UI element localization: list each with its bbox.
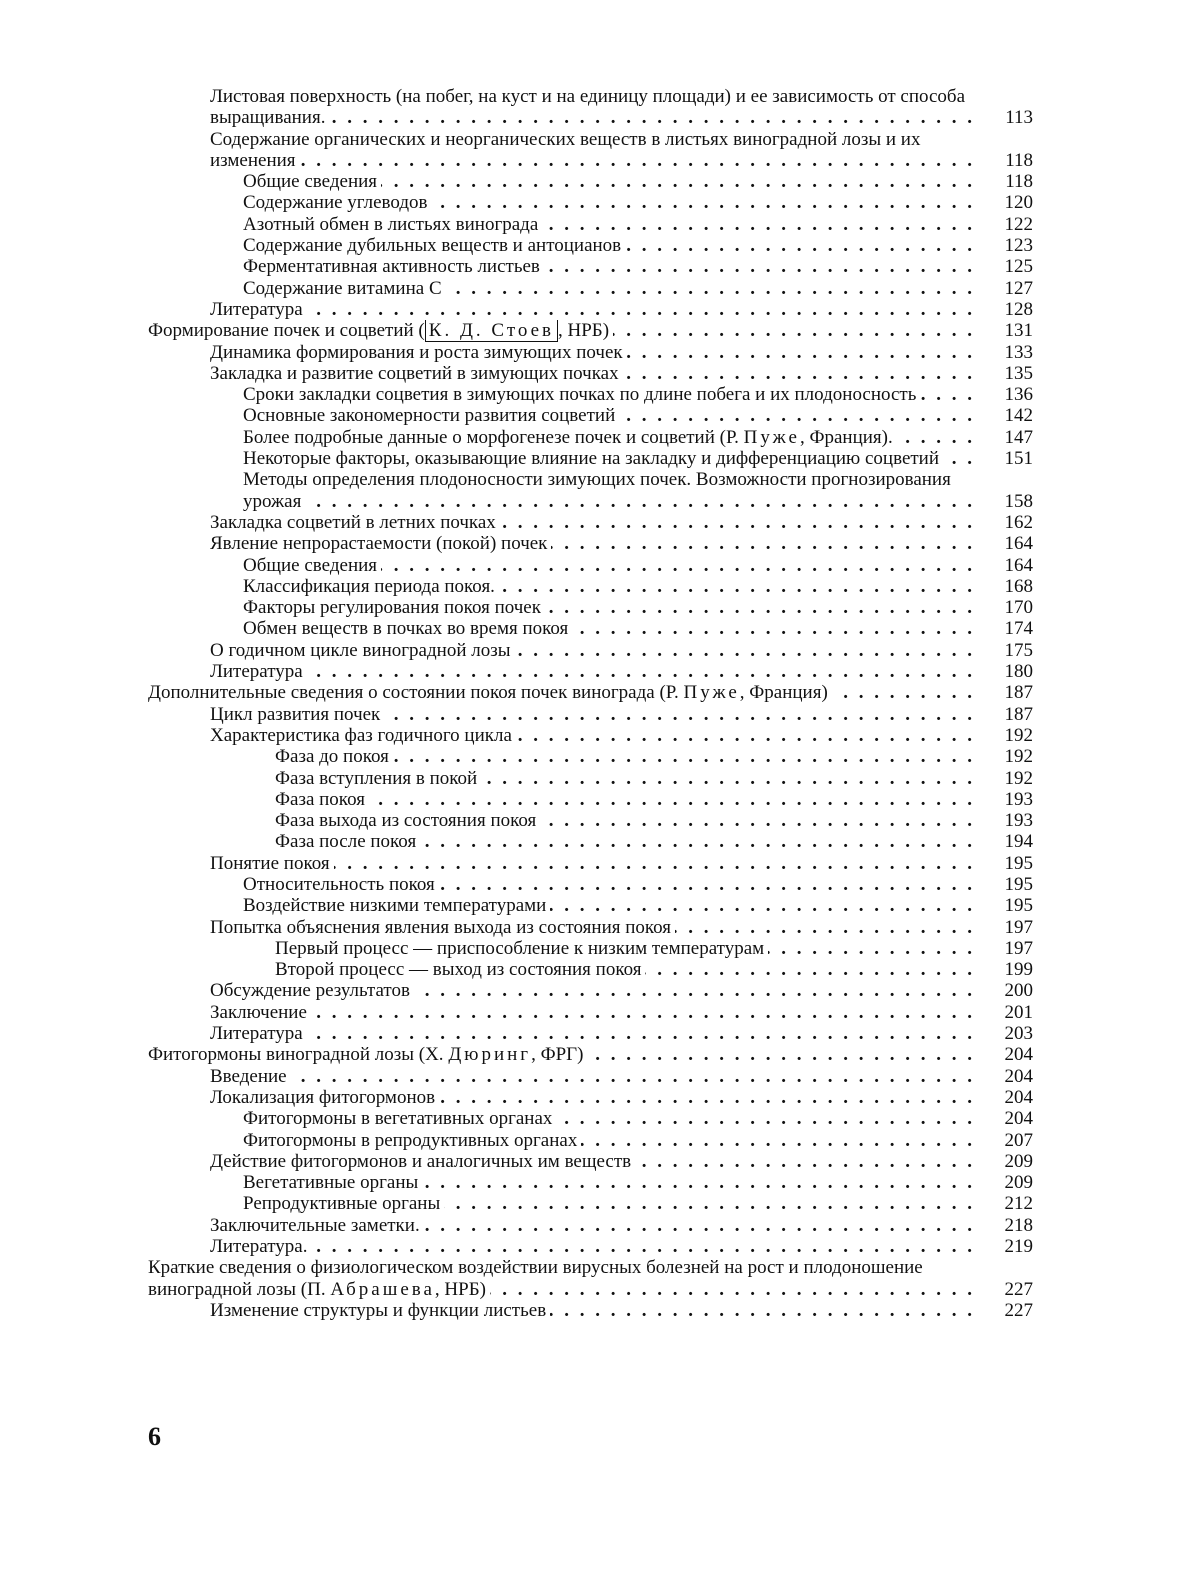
toc-entry-main-text: Характеристика фаз годичного цикла — [210, 724, 512, 746]
toc-entry — [148, 597, 1033, 618]
toc-entry — [148, 618, 1033, 639]
toc-entry-page: 192 — [1004, 767, 1033, 789]
toc-entry-main-text: Содержание дубильных веществ и антоцианов — [243, 235, 622, 257]
toc-entry-page: 120 — [1004, 192, 1033, 214]
toc-entry-title — [243, 405, 975, 426]
toc-entry-page: 147 — [1004, 426, 1033, 448]
toc-entry-page: 195 — [1004, 895, 1033, 917]
toc-entry-title — [275, 768, 975, 789]
toc-entry-main-text: Листовая поверхность (на побег, на куст и на единицу площади) и ее зависимость от способа выращивания. — [210, 86, 966, 129]
toc-entry — [148, 129, 1033, 172]
toc-entry-page: 187 — [1004, 682, 1033, 704]
toc-entry-main-text: Цикл развития почек — [210, 703, 381, 725]
toc-entry-text — [243, 405, 619, 426]
toc-entry-page: 204 — [1004, 1044, 1033, 1066]
toc-entry-author-suffix: , Франция). — [799, 426, 893, 448]
toc-entry-text — [148, 320, 613, 341]
toc-entry-text — [243, 278, 446, 299]
toc-entry — [148, 555, 1033, 576]
toc-entry-main-text: Некоторые факторы, оказывающие влияние на закладку и дифференциацию соцветий — [243, 448, 940, 470]
toc-entry-title — [243, 895, 975, 916]
toc-entry-page: 113 — [1005, 107, 1033, 129]
toc-entry-main-text: Фитогормоны в репродуктивных органах — [243, 1129, 578, 1151]
toc-entry-title — [275, 959, 975, 980]
toc-entry-main-text: Закладка соцветий в летних почках — [210, 511, 496, 533]
toc-entry-title — [243, 256, 975, 277]
toc-entry-text — [210, 533, 551, 554]
toc-entry-text — [210, 661, 307, 682]
toc-entry-main-text: Формирование почек и соцветий ( — [148, 320, 425, 342]
toc-entry-page: 192 — [1004, 746, 1033, 768]
toc-entry — [148, 1151, 1033, 1172]
toc-entry — [148, 278, 1033, 299]
toc-entry — [148, 682, 1033, 703]
toc-entry — [148, 959, 1033, 980]
toc-entry-title — [148, 1257, 975, 1300]
toc-entry-title — [210, 1002, 975, 1023]
toc-entry-text — [243, 384, 920, 405]
toc-entry-author-suffix: , НРБ) — [558, 320, 610, 342]
toc-entry-text — [243, 597, 545, 618]
toc-entry-text — [210, 1087, 439, 1108]
toc-entry — [148, 86, 1033, 129]
toc-entry-text — [275, 959, 645, 980]
toc-entry-page: 195 — [1004, 873, 1033, 895]
toc-entry-page: 227 — [1004, 1278, 1033, 1300]
toc-entry-main-text: Репродуктивные органы — [243, 1193, 441, 1215]
toc-entry-title — [210, 1087, 975, 1108]
toc-entry-title — [210, 512, 975, 533]
toc-entry — [148, 831, 1033, 852]
toc-entry-page: 174 — [1004, 618, 1033, 640]
toc-entry-title — [243, 555, 975, 576]
toc-entry-page: 142 — [1004, 405, 1033, 427]
toc-entry — [148, 810, 1033, 831]
toc-entry-main-text: Дополнительные сведения о состоянии покоя почек винограда (Р. — [148, 682, 684, 704]
toc-entry — [148, 746, 1033, 767]
toc-entry — [148, 917, 1033, 938]
toc-entry-page: 125 — [1004, 256, 1033, 278]
toc-entry-main-text: Азотный обмен в листьях винограда — [243, 213, 539, 235]
toc-entry-author: Абрашева — [330, 1278, 435, 1300]
toc-entry-text — [243, 448, 943, 469]
toc-entry-main-text: Обмен веществ в почках во время покоя — [243, 618, 569, 640]
toc-entry — [148, 725, 1033, 746]
toc-entry-text — [148, 1044, 588, 1065]
toc-entry-main-text: Динамика формирования и роста зимующих почек — [210, 341, 623, 363]
toc-entry-title — [275, 831, 975, 852]
toc-entry — [148, 214, 1033, 235]
toc-entry — [148, 469, 1033, 512]
toc-entry — [148, 192, 1033, 213]
toc-entry-text — [210, 725, 516, 746]
toc-entry-title — [243, 384, 975, 405]
toc-entry-page: 197 — [1004, 916, 1033, 938]
toc-entry-page: 123 — [1004, 235, 1033, 257]
toc-entry — [148, 1130, 1033, 1151]
toc-entry-page: 164 — [1004, 533, 1033, 555]
toc-entry — [148, 427, 1033, 448]
toc-entry-main-text: Фаза до покоя — [275, 746, 389, 768]
toc-entry-title — [275, 810, 975, 831]
toc-entry-text — [210, 917, 675, 938]
toc-entry-text — [243, 256, 544, 277]
toc-entry-page: 118 — [1005, 171, 1033, 193]
toc-entry-title — [210, 725, 975, 746]
toc-entry-main-text: Относительность покоя — [243, 873, 435, 895]
toc-entry-main-text: Действие фитогормонов и аналогичных им веществ — [210, 1150, 632, 1172]
toc-entry-title — [243, 192, 975, 213]
toc-entry-main-text: Воздействие низкими температурами — [243, 895, 547, 917]
toc-entry — [148, 342, 1033, 363]
toc-entry-text — [243, 1172, 422, 1193]
toc-entry-title — [148, 320, 975, 341]
toc-entry-main-text: Литература — [210, 1023, 303, 1045]
toc-entry-main-text: Обсуждение результатов — [210, 980, 410, 1002]
toc-entry-main-text: Литература. — [210, 1236, 308, 1258]
toc-entry-page: 118 — [1005, 149, 1033, 171]
toc-entry-main-text: Методы определения плодоносности зимующих почек. Возможности прогнозирования урожая — [243, 469, 951, 512]
toc-entry-main-text: Явление непрорастаемости (покой) почек — [210, 533, 548, 555]
toc-entry-main-text: Первый процесс — приспособление к низким температурам — [275, 937, 765, 959]
toc-entry-page: 197 — [1004, 937, 1033, 959]
toc-entry-page: 151 — [1004, 448, 1033, 470]
toc-entry-main-text: Литература — [210, 298, 303, 320]
toc-entry-main-text: Фаза после покоя — [275, 831, 417, 853]
toc-entry-title — [243, 576, 975, 597]
toc-entry-text — [210, 1002, 311, 1023]
toc-entry-title — [243, 597, 975, 618]
toc-entry-author: К. Д. Стоев — [425, 320, 558, 341]
toc-entry-main-text: Фаза выхода из состояния покоя — [275, 810, 537, 832]
toc-entry — [148, 938, 1033, 959]
toc-entry-text — [210, 980, 414, 1001]
toc-entry-text — [148, 682, 832, 703]
toc-entry — [148, 256, 1033, 277]
toc-entry-title — [275, 746, 975, 767]
toc-entry-text — [210, 363, 623, 384]
toc-entry-title — [243, 1130, 975, 1151]
toc-entry-title — [210, 363, 975, 384]
toc-entry-title — [210, 86, 975, 129]
toc-entry-main-text: Фаза вступления в покой — [275, 767, 478, 789]
toc-entry — [148, 320, 1033, 341]
toc-entry — [148, 1044, 1033, 1065]
toc-entry-main-text: Ферментативная активность листьев — [243, 256, 540, 278]
toc-entry-author-suffix: , ФРГ) — [531, 1044, 584, 1066]
toc-entry-text — [210, 1023, 307, 1044]
toc-entry — [148, 1172, 1033, 1193]
toc-entry-author-suffix: , НРБ) — [434, 1278, 486, 1300]
toc-entry-main-text: Закладка и развитие соцветий в зимующих почках — [210, 362, 619, 384]
toc-entry-text — [243, 214, 542, 235]
toc-entry-title — [210, 704, 975, 725]
toc-entry-main-text: Краткие сведения о физиологическом воздействии вирусных болезней на рост и плодоношение виноградной лозы (П. — [148, 1257, 923, 1300]
toc-entry — [148, 789, 1033, 810]
toc-entry-title — [210, 661, 975, 682]
toc-entry-page: 201 — [1004, 1001, 1033, 1023]
toc-entry-main-text: Классификация периода покоя. — [243, 575, 495, 597]
toc-entry-page: 193 — [1004, 788, 1033, 810]
toc-entry — [148, 299, 1033, 320]
toc-entry-title — [210, 1236, 975, 1257]
toc-entry — [148, 768, 1033, 789]
toc-entry-text — [275, 831, 420, 852]
toc-entry-page: 162 — [1004, 511, 1033, 533]
toc-entry-main-text: Основные закономерности развития соцветий — [243, 405, 616, 427]
toc-entry-text — [275, 789, 369, 810]
toc-entry-main-text: Содержание органических и неорганических веществ в листьях виноградной лозы и их изменения — [210, 128, 921, 171]
toc-entry-title — [148, 1044, 975, 1065]
toc-entry-author: Пуже — [743, 426, 800, 448]
toc-entry — [148, 1215, 1033, 1236]
toc-entry-title — [210, 1066, 975, 1087]
toc-entry-title — [210, 1300, 975, 1321]
toc-entry-text — [210, 1151, 635, 1172]
toc-entry — [148, 1193, 1033, 1214]
toc-entry-main-text: О годичном цикле виноградной лозы — [210, 639, 511, 661]
toc-entry-text — [210, 1300, 550, 1321]
toc-entry-page: 168 — [1004, 575, 1033, 597]
toc-entry-main-text: Содержание витамина С — [243, 277, 442, 299]
toc-entry-title — [243, 1108, 975, 1129]
toc-entry-main-text: Заключительные заметки. — [210, 1214, 420, 1236]
toc-entry-page: 175 — [1004, 639, 1033, 661]
toc-entry-page: 136 — [1004, 384, 1033, 406]
toc-entry — [148, 1300, 1033, 1321]
toc-entry-page: 195 — [1004, 852, 1033, 874]
toc-entry-page: 135 — [1004, 362, 1033, 384]
toc-entry-author-suffix: , Франция) — [739, 682, 828, 704]
toc-entry-text — [210, 1215, 424, 1236]
toc-entry — [148, 1257, 1033, 1300]
toc-entry — [148, 874, 1033, 895]
toc-entry-main-text: Изменение структуры и функции листьев — [210, 1299, 547, 1321]
toc-entry-title — [210, 533, 975, 554]
toc-entry-text — [243, 618, 572, 639]
toc-entry — [148, 576, 1033, 597]
toc-entry-page: 122 — [1004, 213, 1033, 235]
toc-entry-title — [243, 427, 975, 448]
toc-entry-title — [243, 469, 975, 512]
toc-entry — [148, 640, 1033, 661]
toc-entry-text — [210, 342, 627, 363]
toc-entry-page: 209 — [1004, 1172, 1033, 1194]
toc-entry-text — [243, 469, 951, 511]
toc-entry-page: 204 — [1004, 1086, 1033, 1108]
toc-entry-title — [210, 917, 975, 938]
toc-entry-text — [210, 1236, 311, 1257]
toc-entry-text — [243, 576, 499, 597]
toc-entry-page: 218 — [1004, 1214, 1033, 1236]
toc-entry-title — [243, 618, 975, 639]
toc-entry — [148, 1087, 1033, 1108]
toc-entry-page: 209 — [1004, 1150, 1033, 1172]
toc-entry-title — [243, 214, 975, 235]
toc-entry-main-text: Общие сведения — [243, 171, 378, 193]
toc-entry-page: 204 — [1004, 1108, 1033, 1130]
toc-entry — [148, 1108, 1033, 1129]
toc-entry-title — [210, 1151, 975, 1172]
toc-entry-main-text: Факторы регулирования покоя почек — [243, 597, 541, 619]
toc-entry-text — [243, 1108, 556, 1129]
toc-entry-text — [210, 1066, 291, 1087]
toc-entry-main-text: Сроки закладки соцветия в зимующих почках по длине побега и их плодоносность — [243, 384, 917, 406]
toc-entry — [148, 363, 1033, 384]
toc-entry-main-text: Заключение — [210, 1001, 307, 1023]
toc-entry — [148, 895, 1033, 916]
toc-entry-page: 180 — [1004, 661, 1033, 683]
toc-entry-main-text: Второй процесс — выход из состояния покоя — [275, 959, 642, 981]
toc-entry — [148, 533, 1033, 554]
toc-entry-title — [210, 980, 975, 1001]
toc-entry-text — [210, 704, 384, 725]
toc-entry-title — [210, 299, 975, 320]
toc-entry — [148, 661, 1033, 682]
toc-entry-text — [275, 938, 768, 959]
toc-entry-text — [210, 512, 500, 533]
toc-entry — [148, 448, 1033, 469]
toc-entry — [148, 1023, 1033, 1044]
toc-entry-text — [243, 895, 550, 916]
toc-entry — [148, 384, 1033, 405]
toc-entry-text — [243, 1130, 581, 1151]
toc-entry-title — [243, 874, 975, 895]
toc-entry-text — [243, 171, 381, 192]
toc-entry-main-text: Фитогормоны виноградной лозы (Х. — [148, 1044, 449, 1066]
toc-entry-text — [275, 810, 540, 831]
toc-entry-text — [243, 874, 439, 895]
toc-entry-page: 133 — [1004, 341, 1033, 363]
toc-entry-text — [275, 746, 393, 767]
toc-entry-page: 199 — [1004, 959, 1033, 981]
toc-entry-text — [243, 235, 625, 256]
toc-entry-main-text: Введение — [210, 1065, 287, 1087]
toc-entry-text — [275, 768, 481, 789]
toc-entry-text — [243, 427, 897, 448]
toc-entry-main-text: Попытка объяснения явления выхода из состояния покоя — [210, 916, 672, 938]
toc-entry — [148, 405, 1033, 426]
toc-entry-text — [210, 640, 514, 661]
toc-entry-page: 187 — [1004, 703, 1033, 725]
toc-entry-title — [210, 129, 975, 172]
toc-entry-page: 212 — [1004, 1193, 1033, 1215]
toc-entry-text — [148, 1257, 923, 1299]
toc-entry-text — [210, 853, 334, 874]
toc-entry-main-text: Общие сведения — [243, 554, 378, 576]
toc-entry — [148, 512, 1033, 533]
toc-entry-title — [243, 171, 975, 192]
toc-entry-main-text: Локализация фитогормонов — [210, 1086, 436, 1108]
toc-entry-title — [243, 448, 975, 469]
toc-entry-page: 193 — [1004, 810, 1033, 832]
toc-entry-page: 127 — [1004, 277, 1033, 299]
toc-entry-page: 207 — [1004, 1129, 1033, 1151]
toc-entry-text — [210, 129, 920, 171]
toc-entry-page: 158 — [1004, 490, 1033, 512]
toc-entry-page: 128 — [1004, 298, 1033, 320]
toc-entry-text — [243, 192, 431, 213]
page-number: 6 — [148, 1422, 161, 1451]
toc-entry-title — [243, 1193, 975, 1214]
toc-entry-title — [243, 1172, 975, 1193]
toc-entry-text — [210, 86, 965, 128]
toc-entry-main-text: Содержание углеводов — [243, 192, 428, 214]
toc-entry — [148, 704, 1033, 725]
toc-entry — [148, 1066, 1033, 1087]
toc-entry-main-text: Более подробные данные о морфогенезе почек и соцветий (Р. — [243, 426, 744, 448]
toc-entry-title — [148, 682, 975, 703]
toc-entry-page: 204 — [1004, 1065, 1033, 1087]
toc-entry-text — [243, 555, 381, 576]
toc-entry-main-text: Фаза покоя — [275, 788, 365, 810]
toc-entry-title — [275, 938, 975, 959]
toc-entry-main-text: Понятие покоя — [210, 852, 330, 874]
toc-entry-author: Пуже — [683, 682, 740, 704]
toc-entry-title — [210, 640, 975, 661]
toc-entry-title — [243, 235, 975, 256]
toc-entry-title — [275, 789, 975, 810]
toc-entry-page: 200 — [1004, 980, 1033, 1002]
toc-entry-page: 194 — [1004, 831, 1033, 853]
toc-entry — [148, 235, 1033, 256]
toc-entry — [148, 1002, 1033, 1023]
toc-entry-title — [210, 1215, 975, 1236]
toc-entry-page: 131 — [1004, 320, 1033, 342]
toc-entry-page: 164 — [1004, 554, 1033, 576]
toc-entry-author: Дюринг — [448, 1044, 532, 1066]
toc-entry-page: 203 — [1004, 1023, 1033, 1045]
toc-entry-title — [210, 1023, 975, 1044]
toc-entry-title — [243, 278, 975, 299]
toc-entry — [148, 980, 1033, 1001]
table-of-contents — [148, 86, 1033, 1321]
toc-entry-main-text: Вегетативные органы — [243, 1172, 419, 1194]
toc-entry-title — [210, 853, 975, 874]
toc-entry-page: 227 — [1004, 1299, 1033, 1321]
toc-entry — [148, 171, 1033, 192]
toc-entry-page: 170 — [1004, 597, 1033, 619]
toc-entry-page: 219 — [1004, 1236, 1033, 1258]
toc-entry — [148, 1236, 1033, 1257]
toc-entry-text — [243, 1193, 444, 1214]
toc-entry-main-text: Фитогормоны в вегетативных органах — [243, 1108, 553, 1130]
toc-entry-title — [210, 342, 975, 363]
toc-entry-main-text: Литература — [210, 661, 303, 683]
toc-entry — [148, 853, 1033, 874]
toc-entry-text — [210, 299, 307, 320]
toc-entry-page: 192 — [1004, 724, 1033, 746]
